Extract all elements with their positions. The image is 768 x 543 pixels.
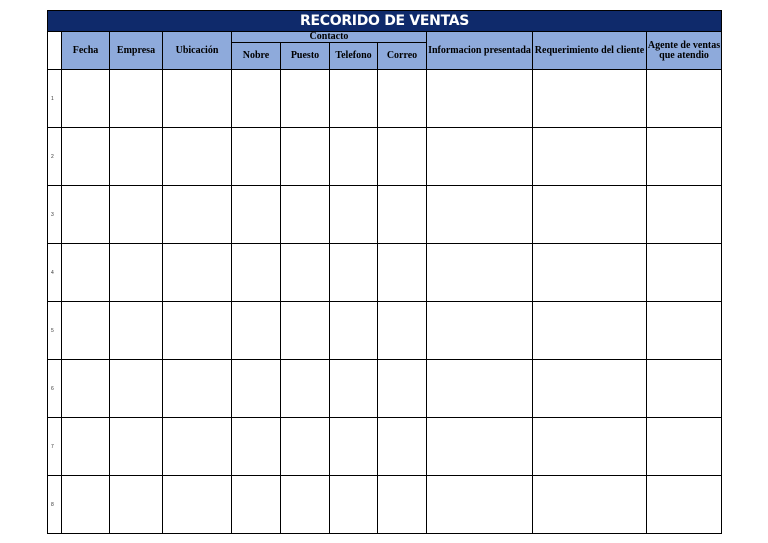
table-cell[interactable] bbox=[110, 360, 163, 418]
header-nombre: Nobre bbox=[232, 43, 281, 70]
table-cell[interactable] bbox=[427, 128, 533, 186]
table-cell[interactable] bbox=[330, 302, 378, 360]
table-cell[interactable] bbox=[232, 302, 281, 360]
table-cell[interactable] bbox=[281, 360, 330, 418]
table-cell[interactable] bbox=[163, 186, 232, 244]
table-cell[interactable] bbox=[163, 476, 232, 534]
table-cell[interactable] bbox=[110, 128, 163, 186]
table-cell[interactable] bbox=[232, 418, 281, 476]
table-cell[interactable] bbox=[330, 360, 378, 418]
table-cell[interactable] bbox=[62, 302, 110, 360]
table-cell[interactable] bbox=[330, 418, 378, 476]
sales-visit-table bbox=[47, 10, 722, 534]
table-cell[interactable] bbox=[378, 360, 427, 418]
table-cell[interactable] bbox=[281, 418, 330, 476]
row-number: 8 bbox=[48, 476, 62, 534]
table-cell[interactable] bbox=[647, 302, 722, 360]
table-cell[interactable] bbox=[427, 186, 533, 244]
header-requerimiento: Requerimiento del cliente bbox=[533, 32, 647, 70]
table-cell[interactable] bbox=[110, 418, 163, 476]
table-cell[interactable] bbox=[232, 186, 281, 244]
header-agente: Agente de ventas que atendio bbox=[647, 32, 722, 70]
table-cell[interactable] bbox=[330, 128, 378, 186]
table-cell[interactable] bbox=[110, 70, 163, 128]
table-cell[interactable] bbox=[281, 186, 330, 244]
table-row bbox=[48, 418, 722, 476]
table-row bbox=[48, 476, 722, 534]
row-number: 7 bbox=[48, 418, 62, 476]
row-number: 5 bbox=[48, 302, 62, 360]
table-cell[interactable] bbox=[232, 128, 281, 186]
header-empresa: Empresa bbox=[110, 32, 163, 70]
table-cell[interactable] bbox=[232, 360, 281, 418]
table-row bbox=[48, 186, 722, 244]
table-row bbox=[48, 360, 722, 418]
table-cell[interactable] bbox=[647, 360, 722, 418]
header-informacion: Informacion presentada bbox=[427, 32, 533, 70]
table-cell[interactable] bbox=[110, 244, 163, 302]
table-cell[interactable] bbox=[378, 244, 427, 302]
row-number: 4 bbox=[48, 244, 62, 302]
table-cell[interactable] bbox=[62, 360, 110, 418]
table-row bbox=[48, 128, 722, 186]
table-cell[interactable] bbox=[110, 302, 163, 360]
table-cell[interactable] bbox=[281, 302, 330, 360]
table-cell[interactable] bbox=[427, 70, 533, 128]
table-cell[interactable] bbox=[533, 128, 647, 186]
table-cell[interactable] bbox=[232, 70, 281, 128]
table-cell[interactable] bbox=[533, 302, 647, 360]
table-cell[interactable] bbox=[533, 476, 647, 534]
table-cell[interactable] bbox=[533, 244, 647, 302]
sheet-title: RECORIDO DE VENTAS bbox=[48, 11, 722, 32]
table-cell[interactable] bbox=[232, 476, 281, 534]
table-cell[interactable] bbox=[163, 302, 232, 360]
table-cell[interactable] bbox=[62, 186, 110, 244]
table-cell[interactable] bbox=[647, 418, 722, 476]
table-cell[interactable] bbox=[110, 186, 163, 244]
table-cell[interactable] bbox=[427, 244, 533, 302]
table-cell[interactable] bbox=[533, 70, 647, 128]
table-cell[interactable] bbox=[330, 70, 378, 128]
row-number: 2 bbox=[48, 128, 62, 186]
table-cell[interactable] bbox=[163, 70, 232, 128]
table-cell[interactable] bbox=[533, 186, 647, 244]
table-cell[interactable] bbox=[232, 244, 281, 302]
header-fecha: Fecha bbox=[62, 32, 110, 70]
table-cell[interactable] bbox=[62, 70, 110, 128]
table-cell[interactable] bbox=[427, 360, 533, 418]
table-cell[interactable] bbox=[281, 244, 330, 302]
table-cell[interactable] bbox=[378, 476, 427, 534]
table-cell[interactable] bbox=[281, 476, 330, 534]
table-cell[interactable] bbox=[378, 128, 427, 186]
header-ubicacion: Ubicación bbox=[163, 32, 232, 70]
table-cell[interactable] bbox=[647, 476, 722, 534]
table-cell[interactable] bbox=[163, 418, 232, 476]
table-cell[interactable] bbox=[647, 186, 722, 244]
table-cell[interactable] bbox=[647, 128, 722, 186]
table-cell[interactable] bbox=[378, 418, 427, 476]
table-cell[interactable] bbox=[281, 128, 330, 186]
table-row bbox=[48, 70, 722, 128]
table-cell[interactable] bbox=[647, 244, 722, 302]
table-cell[interactable] bbox=[110, 476, 163, 534]
table-cell[interactable] bbox=[647, 70, 722, 128]
table-body bbox=[48, 70, 722, 534]
row-number: 6 bbox=[48, 360, 62, 418]
corner-cell bbox=[48, 32, 62, 70]
table-cell[interactable] bbox=[330, 186, 378, 244]
table-row bbox=[48, 244, 722, 302]
table-cell[interactable] bbox=[378, 186, 427, 244]
table-cell[interactable] bbox=[330, 244, 378, 302]
table-cell[interactable] bbox=[62, 476, 110, 534]
table-cell[interactable] bbox=[163, 360, 232, 418]
header-contacto: Contacto bbox=[232, 32, 427, 43]
table-cell[interactable] bbox=[330, 476, 378, 534]
table-cell[interactable] bbox=[163, 244, 232, 302]
row-number: 3 bbox=[48, 186, 62, 244]
header-puesto: Puesto bbox=[281, 43, 330, 70]
header-telefono: Telefono bbox=[330, 43, 378, 70]
table-cell[interactable] bbox=[62, 418, 110, 476]
table-cell[interactable] bbox=[378, 70, 427, 128]
header-correo: Correo bbox=[378, 43, 427, 70]
table-cell[interactable] bbox=[163, 128, 232, 186]
table-cell[interactable] bbox=[62, 244, 110, 302]
table-row bbox=[48, 302, 722, 360]
table-cell[interactable] bbox=[427, 302, 533, 360]
table-cell[interactable] bbox=[281, 70, 330, 128]
table-cell[interactable] bbox=[427, 476, 533, 534]
table-cell[interactable] bbox=[378, 302, 427, 360]
table-cell[interactable] bbox=[533, 418, 647, 476]
row-number: 1 bbox=[48, 70, 62, 128]
table-cell[interactable] bbox=[533, 360, 647, 418]
table-cell[interactable] bbox=[62, 128, 110, 186]
table-cell[interactable] bbox=[427, 418, 533, 476]
